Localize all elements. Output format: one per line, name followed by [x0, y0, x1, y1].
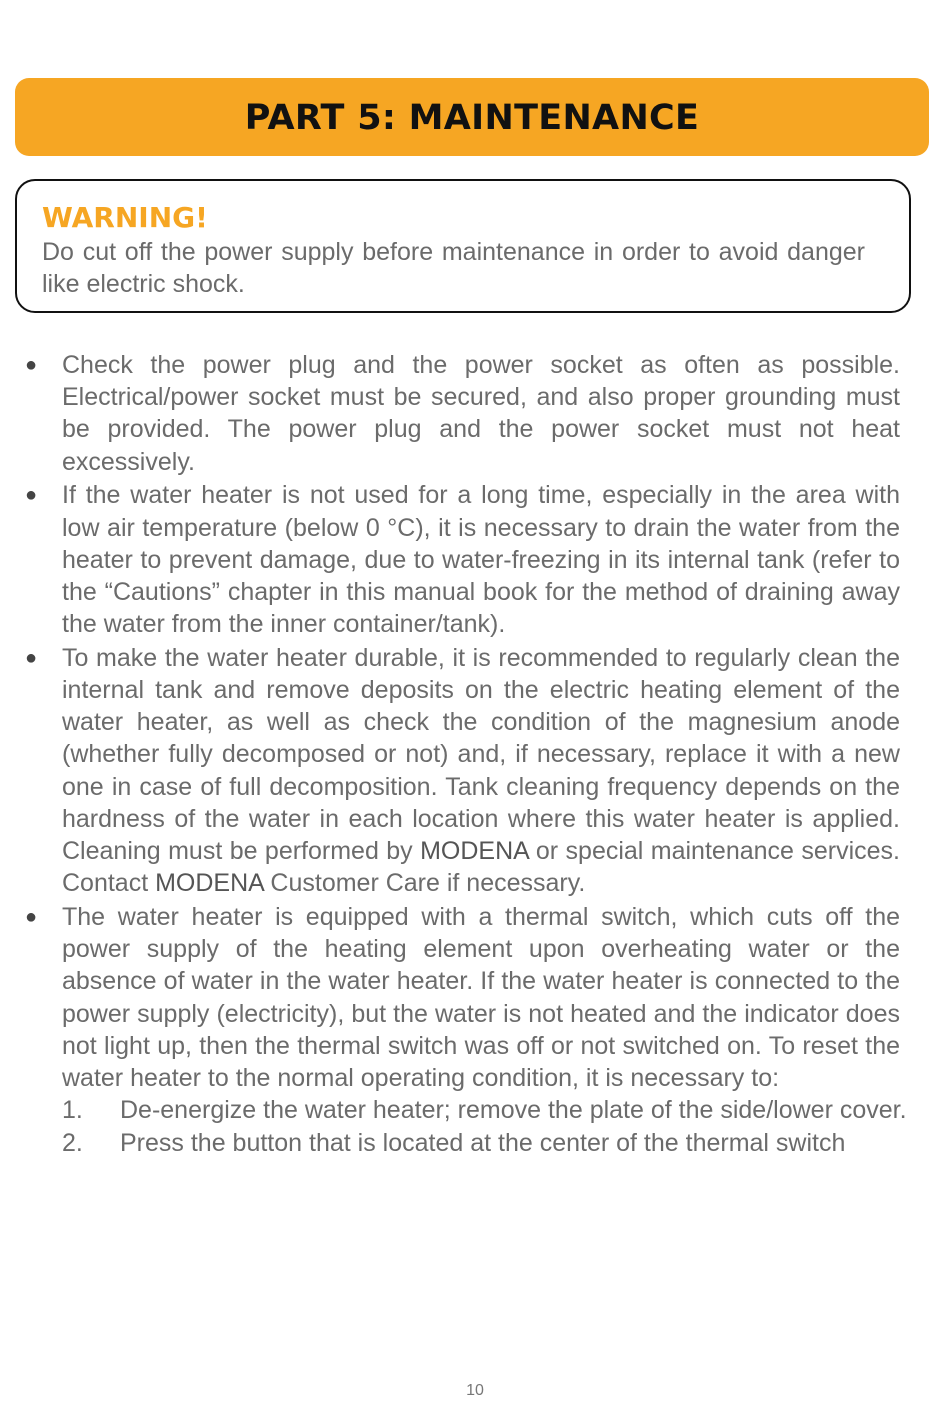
bullet-icon: ● [25, 484, 38, 507]
brand-name: MODENA [155, 869, 264, 898]
step-text: Press the button that is located at the center of the thermal switch [120, 1129, 846, 1158]
list-item-text: The water heater is equipped with a thermal switch, which cuts off the power supply of the heating element upon overheating water or the absence of water in the water heater. If the water heater is connected to the power supply (electricity), but the water is not heated and the indicator does not light up, then the thermal switch was off or not switched on. To reset the water heater to the normal operating condition, it is necessary to: [62, 902, 900, 1092]
warning-text: Do cut off the power supply before maintenance in order to avoid danger like electric shock. [42, 238, 865, 298]
list-item-text: or special maintenance services. Contact [62, 837, 900, 898]
bullet-icon: ● [25, 354, 38, 376]
bullet-icon: ● [25, 905, 38, 928]
step-number: 2. [62, 1129, 83, 1158]
page-title: PART 5: MAINTENANCE [244, 97, 700, 138]
maintenance-list [22, 349, 907, 1161]
list-item [22, 642, 900, 900]
page-number: 10 [466, 1382, 484, 1399]
section-header-bar [15, 78, 929, 156]
step-text: De-energize the water heater; remove the plate of the side/lower cover. [120, 1096, 907, 1125]
step-item [62, 1094, 924, 1126]
step-number: 1. [62, 1096, 83, 1125]
list-item [22, 349, 900, 478]
list-item-text: To make the water heater durable, it is recommended to regularly clean the internal tank and remove deposits on the electric heating element of the water heater, as well as check the condition of the magnesium anode (whether fully decomposed or not) and, if necessary, replace it with a new one in case of full decomposition. Tank cleaning frequency depends on the hardness of the water in each location where this water heater is applied. Cleaning must be performed by [62, 643, 900, 866]
list-item-text: Check the power plug and the power socket as often as possible. Electrical/power socket must be secured, and also proper grounding must be provided. The power plug and the power socket must not heat excessively. [62, 351, 900, 476]
list-item-text: Customer Care if necessary. [263, 869, 586, 898]
warning-title: WARNING! [42, 201, 208, 234]
warning-box [15, 179, 911, 313]
brand-name: MODENA [420, 837, 529, 866]
bullet-icon: ● [25, 646, 38, 669]
reset-steps-list [62, 1094, 924, 1159]
list-item-text: If the water heater is not used for a long time, especially in the area with low air temperature (below 0 °C), it is necessary to drain the water from the heater to prevent damage, due to water-freezing in its internal tank (refer to the “Cautions” chapter in this manual book for the method of draining away the water from the inner container/tank). [62, 481, 900, 639]
list-item [22, 479, 900, 640]
list-item [22, 901, 907, 1160]
step-item [62, 1127, 924, 1159]
